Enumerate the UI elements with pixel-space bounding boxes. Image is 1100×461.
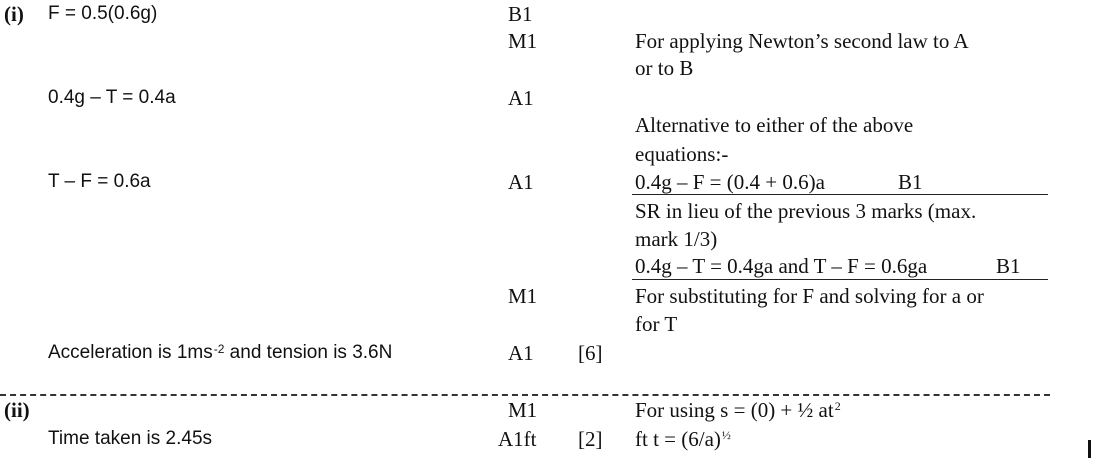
note-suvat xyxy=(635,398,841,422)
note-alternative-line2: equations:- xyxy=(635,142,729,166)
note-suvat-superscript: 2 xyxy=(834,399,841,413)
note-alternative-mark: B1 xyxy=(898,170,923,194)
note-sr-line2: mark 1/3) xyxy=(635,227,718,251)
mark-a1: A1 xyxy=(508,86,534,110)
part-i-label: (i) xyxy=(4,2,24,26)
part-i-line-friction: F = 0.5(0.6g) xyxy=(48,3,158,24)
result-i-text: Acceleration is 1ms xyxy=(48,342,213,363)
equation-a: 0.4g – T = 0.4a xyxy=(48,87,176,108)
part-ii-label: (ii) xyxy=(4,398,30,422)
text-cursor xyxy=(1088,440,1091,458)
note-newton-line2: or to B xyxy=(635,56,694,80)
note-alternative-line1: Alternative to either of the above xyxy=(635,113,914,137)
result-i-superscript: -2 xyxy=(213,342,225,356)
equation-b: T – F = 0.6a xyxy=(48,171,151,192)
result-i xyxy=(48,341,392,365)
divider xyxy=(632,194,1048,195)
mark-a1: A1 xyxy=(508,170,534,194)
note-alternative-equation: 0.4g – F = (0.4 + 0.6)a xyxy=(635,170,825,194)
mark-m1: M1 xyxy=(508,398,538,422)
section-separator xyxy=(0,394,1050,396)
mark-b1: B1 xyxy=(508,2,533,26)
note-substitute-line1: For substituting for F and solving for a or xyxy=(635,284,984,308)
total-marks-ii: [2] xyxy=(578,427,603,451)
result-ii: Time taken is 2.45s xyxy=(48,428,213,449)
divider xyxy=(632,279,1048,280)
note-follow-through-superscript: ½ xyxy=(721,428,731,442)
note-sr-equations: 0.4g – T = 0.4ga and T – F = 0.6ga xyxy=(635,254,928,278)
note-substitute-line2: for T xyxy=(635,312,678,336)
note-suvat-text: For using s = (0) + ½ at xyxy=(635,398,834,422)
note-sr-line1: SR in lieu of the previous 3 marks (max. xyxy=(635,199,977,223)
note-newton-line1: For applying Newton’s second law to A xyxy=(635,29,969,53)
result-i-text-end: and tension is 3.6N xyxy=(224,342,393,363)
mark-m1: M1 xyxy=(508,284,538,308)
mark-a1: A1 xyxy=(508,341,534,365)
total-marks-i: [6] xyxy=(578,341,603,365)
mark-a1ft: A1ft xyxy=(498,427,537,451)
note-follow-through-text: ft t = (6/a) xyxy=(635,427,721,451)
note-follow-through xyxy=(635,427,731,451)
note-sr-mark: B1 xyxy=(996,254,1021,278)
mark-m1: M1 xyxy=(508,29,538,53)
